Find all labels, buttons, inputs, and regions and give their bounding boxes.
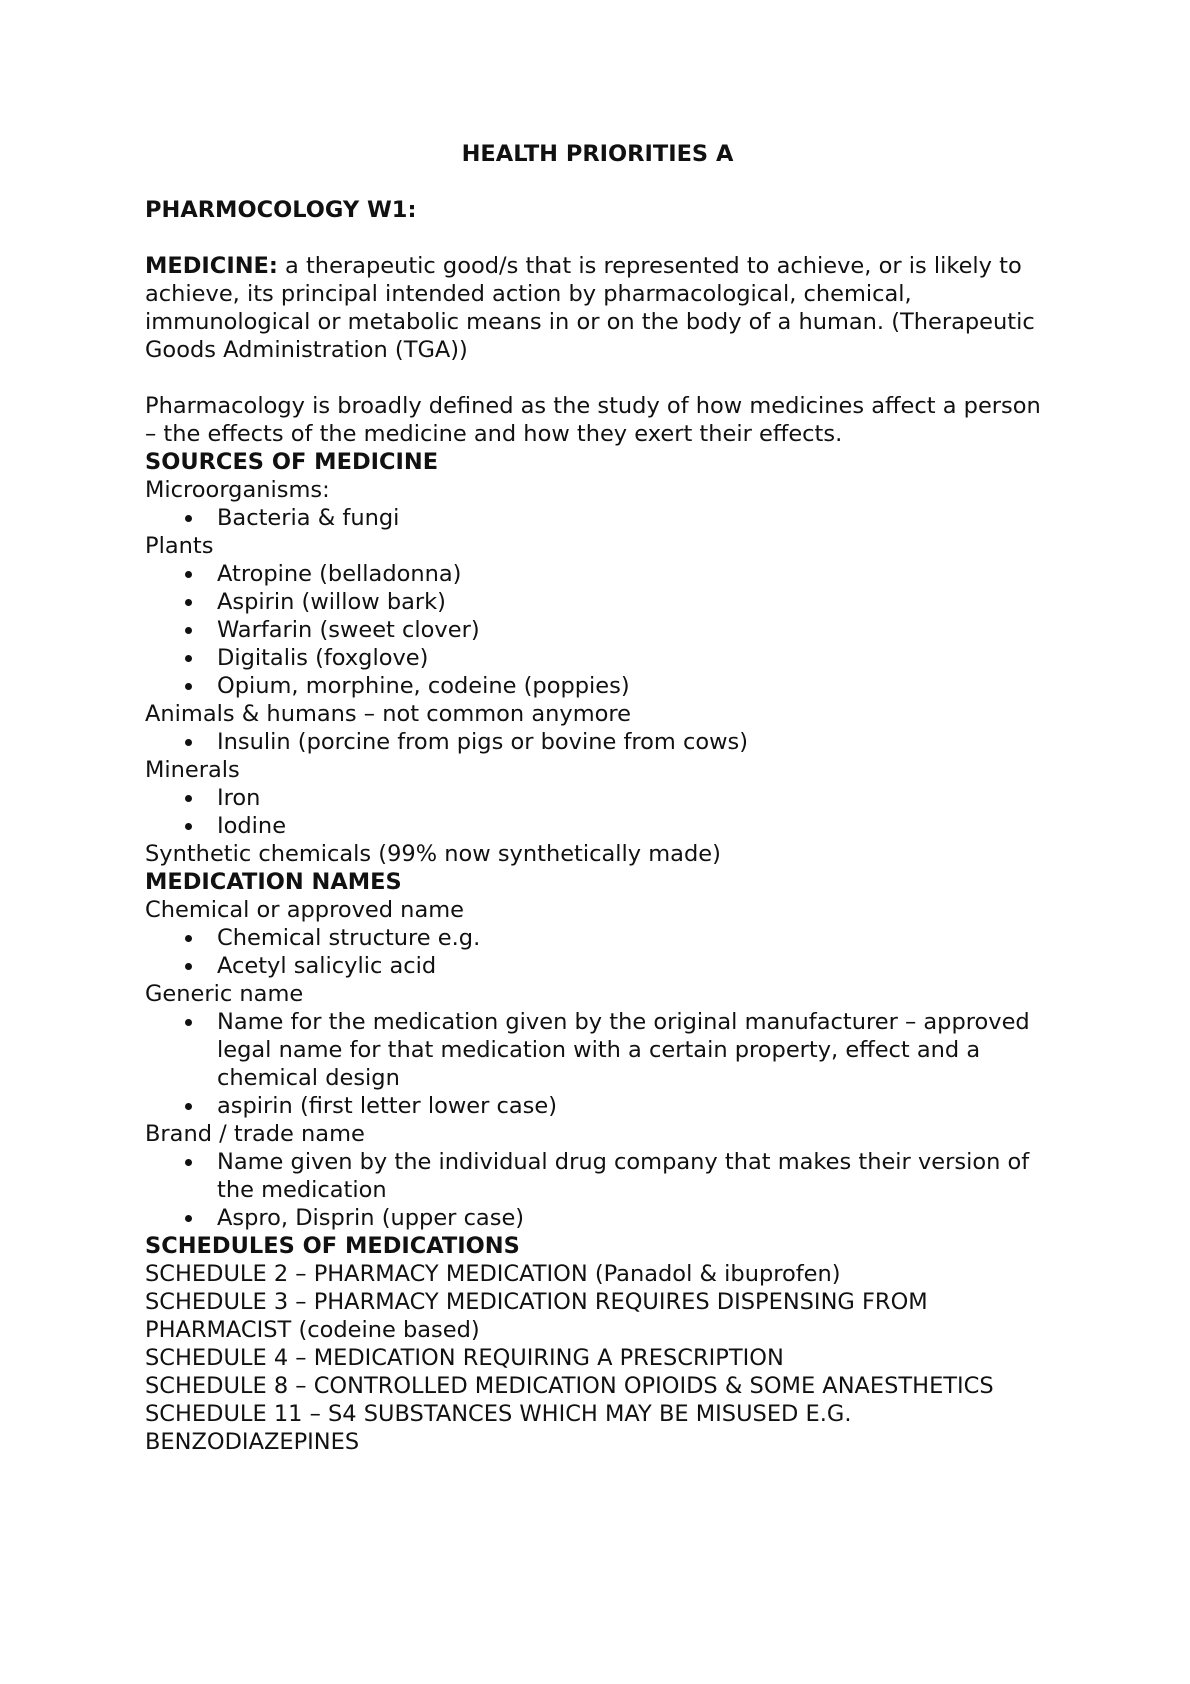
generic-name-label: Generic name [145, 981, 304, 1007]
brand-name-label: Brand / trade name [145, 1121, 365, 1147]
chemical-name-label: Chemical or approved name [145, 897, 464, 923]
schedule-line: SCHEDULE 8 – CONTROLLED MEDICATION OPIOIDS & SOME ANAESTHETICS [145, 1373, 994, 1399]
week-heading: PHARMOCOLOGY W1: [145, 197, 417, 223]
synthetic-line: Synthetic chemicals (99% now synthetically made) [145, 841, 721, 867]
list-item: aspirin (first letter lower case) [217, 1092, 1045, 1120]
medicine-definition-text: a therapeutic good/s that is represented to achieve, or is likely to achieve, its principal intended action by pharmacological, chemical, immunological or metabolic means in or on the body of a human. (Therapeutic Goods Administration (TGA)) [145, 253, 1035, 363]
list-item: Iodine [217, 812, 1045, 840]
pharmacology-paragraph: Pharmacology is broadly defined as the study of how medicines affect a person – the effects of the medicine and how they exert their effects. [145, 393, 1041, 447]
minerals-label: Minerals [145, 757, 240, 783]
schedule-line: SCHEDULE 2 – PHARMACY MEDICATION (Panadol & ibuprofen) [145, 1261, 841, 1287]
medicine-term: MEDICINE: [145, 253, 278, 279]
medicine-definition [145, 252, 1045, 364]
names-heading: MEDICATION NAMES [145, 869, 402, 895]
list-item: Aspirin (willow bark) [217, 588, 1045, 616]
list-item: Warfarin (sweet clover) [217, 616, 1045, 644]
list-item: Opium, morphine, codeine (poppies) [217, 672, 1045, 700]
plants-list [145, 560, 1045, 700]
animals-list [145, 728, 1045, 756]
list-item: Acetyl salicylic acid [217, 952, 1045, 980]
brand-name-list [145, 1148, 1045, 1232]
animals-label: Animals & humans – not common anymore [145, 701, 631, 727]
microorganisms-list [145, 504, 1045, 532]
schedule-line: SCHEDULE 3 – PHARMACY MEDICATION REQUIRES DISPENSING FROM PHARMACIST (codeine based) [145, 1289, 928, 1343]
minerals-list [145, 784, 1045, 840]
list-item: Name for the medication given by the original manufacturer – approved legal name for that medication with a certain property, effect and a chemical design [217, 1008, 1045, 1092]
list-item: Name given by the individual drug company that makes their version of the medication [217, 1148, 1045, 1204]
list-item: Atropine (belladonna) [217, 560, 1045, 588]
list-item: Aspro, Disprin (upper case) [217, 1204, 1045, 1232]
microorganisms-label: Microorganisms: [145, 477, 330, 503]
list-item: Chemical structure e.g. [217, 924, 1045, 952]
generic-name-list [145, 1008, 1045, 1120]
plants-label: Plants [145, 533, 214, 559]
sources-heading: SOURCES OF MEDICINE [145, 449, 439, 475]
list-item: Bacteria & fungi [217, 504, 1045, 532]
list-item: Digitalis (foxglove) [217, 644, 1045, 672]
document-page [145, 140, 1045, 1456]
schedule-line: SCHEDULE 4 – MEDICATION REQUIRING A PRESCRIPTION [145, 1345, 784, 1371]
document-title: HEALTH PRIORITIES A [461, 141, 734, 167]
schedule-line: SCHEDULE 11 – S4 SUBSTANCES WHICH MAY BE MISUSED E.G. BENZODIAZEPINES [145, 1401, 852, 1455]
list-item: Iron [217, 784, 1045, 812]
schedules-heading: SCHEDULES OF MEDICATIONS [145, 1233, 520, 1259]
list-item: Insulin (porcine from pigs or bovine from cows) [217, 728, 1045, 756]
chemical-name-list [145, 924, 1045, 980]
